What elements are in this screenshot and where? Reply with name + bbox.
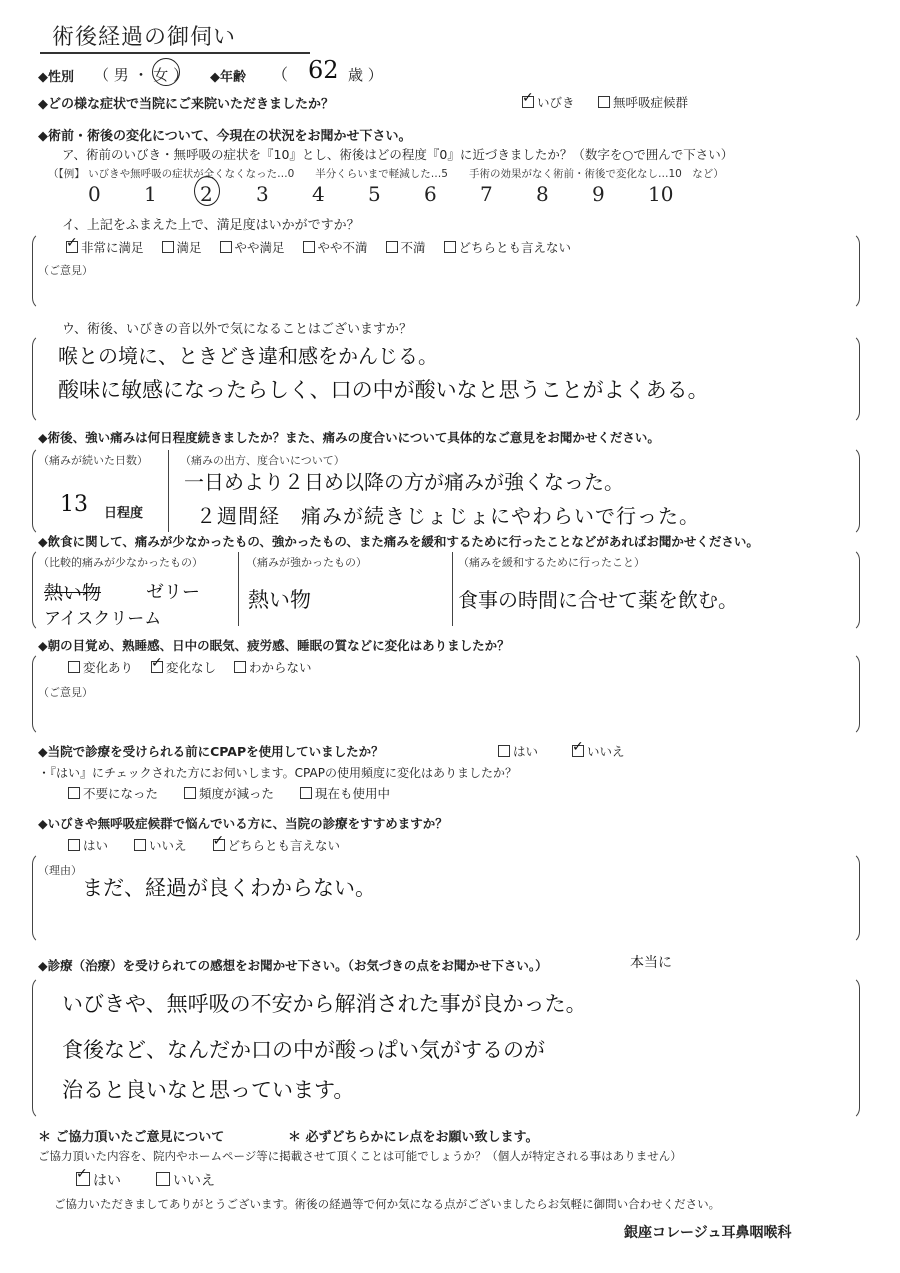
satisfaction-label-3: やや不満 <box>317 240 368 255</box>
satisfaction-option-0[interactable] <box>66 240 144 255</box>
satisfaction-checkbox-2[interactable] <box>220 241 232 253</box>
cpap-sub-checkbox-1[interactable] <box>184 787 196 799</box>
recommend-checkbox-1[interactable] <box>134 839 146 851</box>
cpap-question: ◆当院で診療を受けられる前にCPAPを使用していましたか？ <box>38 744 384 759</box>
satisfaction-question: イ、上記をふまえた上で、満足度はいかがですか？ <box>62 218 360 233</box>
cpap-sub-label-0: 不要になった <box>83 786 159 801</box>
pain-days-label: （痛みが続いた日数） <box>38 454 148 467</box>
consent-no-option[interactable] <box>156 1170 215 1190</box>
food-col1-struck: 熱い物 <box>44 582 102 604</box>
footer-heading-2: ＊ 必ずどちらかにレ点をお願い致します。 <box>288 1130 539 1145</box>
consent-no-label: いいえ <box>173 1173 215 1189</box>
consent-yes-checkbox[interactable] <box>76 1172 90 1186</box>
satisfaction-opinion-label: （ご意見） <box>38 264 93 277</box>
satisfaction-label-5: どちらとも言えない <box>458 240 572 255</box>
impression-line-1: いびきや、無呼吸の不安から解消された事が良かった。 <box>62 992 587 1016</box>
sleep-option-0[interactable] <box>68 660 133 675</box>
cpap-sub-options <box>68 784 404 802</box>
recommend-checkbox-2[interactable] <box>213 839 225 851</box>
age-value: 62 <box>308 56 339 84</box>
recommend-reason-value: まだ、経過が良くわからない。 <box>82 876 376 900</box>
scale-5[interactable]: 5 <box>368 182 381 206</box>
sleep-checkbox-2[interactable] <box>234 661 246 673</box>
snoring-checkbox[interactable] <box>522 96 534 108</box>
scale-3[interactable]: 3 <box>256 182 269 206</box>
impression-line-2: 食後など、なんだか口の中が酸っぱい気がするのが <box>62 1038 545 1062</box>
satisfaction-options <box>66 238 585 256</box>
satisfaction-checkbox-4[interactable] <box>386 241 398 253</box>
recommend-label-2: どちらとも言えない <box>227 838 341 853</box>
change-sub-a: ア、術前のいびき・無呼吸の症状を『10』とし、術後はどの程度『0』に近づきましたか？（数字を○で囲んで下さい） <box>62 147 734 162</box>
sleep-label-0: 変化あり <box>83 660 134 675</box>
scale-0[interactable]: 0 <box>88 182 101 206</box>
satisfaction-label-1: 満足 <box>176 240 202 255</box>
food-question: ◆飲食に関して、痛みが少なかったもの、強かったもの、また痛みを緩和するために行ったことなどがあればお聞かせください。 <box>38 534 759 549</box>
satisfaction-option-4[interactable] <box>386 240 426 255</box>
footer-thanks: ご協力いただきましてありがとうございます。術後の経過等で何か気になる点がございましたらお気軽に御問い合わせください。 <box>54 1197 721 1211</box>
age-unit: 歳 ） <box>348 66 383 84</box>
cpap-sub-checkbox-2[interactable] <box>300 787 312 799</box>
food-col3-value: 食事の時間に合せて薬を飲む。 <box>458 588 738 612</box>
scale-1[interactable]: 1 <box>144 182 157 206</box>
sleep-option-1[interactable] <box>151 660 216 675</box>
scale-9[interactable]: 9 <box>592 182 605 206</box>
food-col1-label: （比較的痛みが少なかったもの） <box>38 556 203 569</box>
other-answer-2: 酸味に敏感になったらしく、口の中が酸いなと思うことがよくある。 <box>58 378 709 402</box>
scale-7[interactable]: 7 <box>480 182 493 206</box>
clinic-name: 銀座コレージュ耳鼻咽喉科 <box>624 1225 792 1241</box>
scale-2[interactable] <box>200 182 256 206</box>
gender-circle-mark <box>152 58 180 86</box>
cpap-no-label: いいえ <box>587 744 625 759</box>
recommend-option-0[interactable] <box>68 838 108 853</box>
cpap-yes-checkbox[interactable] <box>498 745 510 757</box>
change-scale <box>88 182 688 206</box>
satisfaction-checkbox-3[interactable] <box>303 241 315 253</box>
change-example: （【例】 いびきや無呼吸の症状が全くなくなった…0 半分くらいまで軽減した…5 手術の効果がなく術前・術後で変化なし…10 など） <box>48 168 724 180</box>
gender-value: （ 男 ・ 女 ） <box>94 66 189 84</box>
cpap-sub-option-0[interactable] <box>68 786 158 801</box>
recommend-label-1: いいえ <box>149 838 187 853</box>
consent-question: ご協力頂いた内容を、院内やホームページ等に掲載させて頂くことは可能でしょうか？（個人が特定される事はありません） <box>38 1149 682 1163</box>
cpap-sub-checkbox-0[interactable] <box>68 787 80 799</box>
impression-note: 本当に <box>630 955 672 971</box>
food-divider-2 <box>452 552 453 626</box>
cpap-yes-option[interactable] <box>498 742 538 760</box>
cpap-no-checkbox[interactable] <box>572 745 584 757</box>
pain-question: ◆術後、強い痛みは何日程度続きましたか？また、痛みの度合いについて具体的なご意見をお聞かせください。 <box>38 430 660 445</box>
sleep-checkbox-0[interactable] <box>68 661 80 673</box>
sleep-option-2[interactable] <box>234 660 312 675</box>
satisfaction-option-2[interactable] <box>220 240 285 255</box>
symptom-question: ◆どの様な症状で当院にご来院いただきましたか？ <box>38 97 334 112</box>
satisfaction-checkbox-5[interactable] <box>444 241 456 253</box>
cpap-sub-label-2: 現在も使用中 <box>315 786 391 801</box>
footer-heading-1: ＊ ご協力頂いたご意見について <box>38 1130 225 1145</box>
satisfaction-checkbox-1[interactable] <box>162 241 174 253</box>
change-question: ◆術前・術後の変化について、今現在の状況をお聞かせ下さい。 <box>38 129 412 144</box>
satisfaction-label-0: 非常に満足 <box>81 240 144 255</box>
consent-yes-label: はい <box>93 1173 121 1189</box>
recommend-question: ◆いびきや無呼吸症候群で悩んでいる方に、当院の診療をすすめますか？ <box>38 816 448 831</box>
symptom-option-apnea[interactable] <box>598 93 688 111</box>
satisfaction-option-1[interactable] <box>162 240 202 255</box>
food-col2-label: （痛みが強かったもの） <box>246 556 367 569</box>
sleep-label-1: 変化なし <box>166 660 217 675</box>
scale-selected-circle <box>194 176 220 206</box>
cpap-no-option[interactable] <box>572 742 625 760</box>
age-label: ◆年齢 <box>210 70 246 85</box>
pain-divider <box>168 450 169 532</box>
satisfaction-option-5[interactable] <box>444 240 572 255</box>
food-divider-1 <box>238 552 239 626</box>
pain-days-value: 13 <box>60 492 88 517</box>
consent-no-checkbox[interactable] <box>156 1172 170 1186</box>
cpap-sub-option-2[interactable] <box>300 786 390 801</box>
other-answer-1: 喉との境に、ときどき違和感をかんじる。 <box>58 344 438 368</box>
recommend-label-0: はい <box>83 838 109 853</box>
sleep-checkbox-1[interactable] <box>151 661 163 673</box>
title-underline <box>40 52 310 54</box>
recommend-option-2[interactable] <box>213 838 341 853</box>
cpap-sub-label-1: 頻度が減った <box>199 786 275 801</box>
page-title: 術後経過の御伺い <box>52 25 237 50</box>
scale-4[interactable]: 4 <box>312 182 325 206</box>
apnea-label: 無呼吸症候群 <box>613 95 689 110</box>
satisfaction-label-4: 不満 <box>400 240 426 255</box>
food-col1-value2: アイスクリーム <box>44 609 162 629</box>
scale-6[interactable]: 6 <box>424 182 437 206</box>
food-col3-label: （痛みを緩和するために行ったこと） <box>458 556 645 569</box>
impression-question: ◆診療（治療）を受けられての感想をお聞かせ下さい。（お気づきの点をお聞かせ下さい。） <box>38 958 548 973</box>
sleep-question: ◆朝の目覚め、熟睡感、日中の眠気、疲労感、睡眠の質などに変化はありましたか？ <box>38 638 510 653</box>
scale-10[interactable]: 10 <box>648 182 674 206</box>
other-question: ウ、術後、いびきの音以外で気になることはございますか？ <box>62 322 412 337</box>
consent-yes-option[interactable] <box>76 1170 121 1190</box>
snoring-label: いびき <box>537 95 575 110</box>
apnea-checkbox[interactable] <box>598 96 610 108</box>
pain-detail-label: （痛みの出方、度合いについて） <box>180 454 345 467</box>
recommend-checkbox-0[interactable] <box>68 839 80 851</box>
scale-8[interactable]: 8 <box>536 182 549 206</box>
recommend-reason-label: （理由） <box>38 864 82 877</box>
cpap-sub-option-1[interactable] <box>184 786 274 801</box>
age-open: （ <box>272 65 289 84</box>
food-col1-value1: ゼリー <box>146 582 200 603</box>
pain-days-unit: 日程度 <box>104 506 144 521</box>
sleep-label-2: わからない <box>249 660 312 675</box>
impression-line-3: 治ると良いなと思っています。 <box>62 1078 355 1102</box>
sleep-opinion-label: （ご意見） <box>38 686 93 699</box>
sleep-options <box>68 658 326 676</box>
satisfaction-option-3[interactable] <box>303 240 368 255</box>
satisfaction-checkbox-0[interactable] <box>66 241 78 253</box>
cpap-sub-question: ・『はい』にチェックされた方にお伺いします。CPAPの使用頻度に変化はありましたか？ <box>38 766 517 780</box>
food-col2-value: 熱い物 <box>248 588 311 612</box>
symptom-option-snoring[interactable] <box>522 93 575 111</box>
pain-detail-1: 一日めより２日め以降の方が痛みが強くなった。 <box>184 470 624 494</box>
gender-label: ◆性別 <box>38 70 74 85</box>
cpap-yes-label: はい <box>513 744 539 759</box>
satisfaction-label-2: やや満足 <box>234 240 285 255</box>
recommend-option-1[interactable] <box>134 838 187 853</box>
scale-2-label: 2 <box>200 182 213 206</box>
pain-detail-2: ２週間経 痛みが続きじょじょにやわらいで行った。 <box>196 504 700 528</box>
